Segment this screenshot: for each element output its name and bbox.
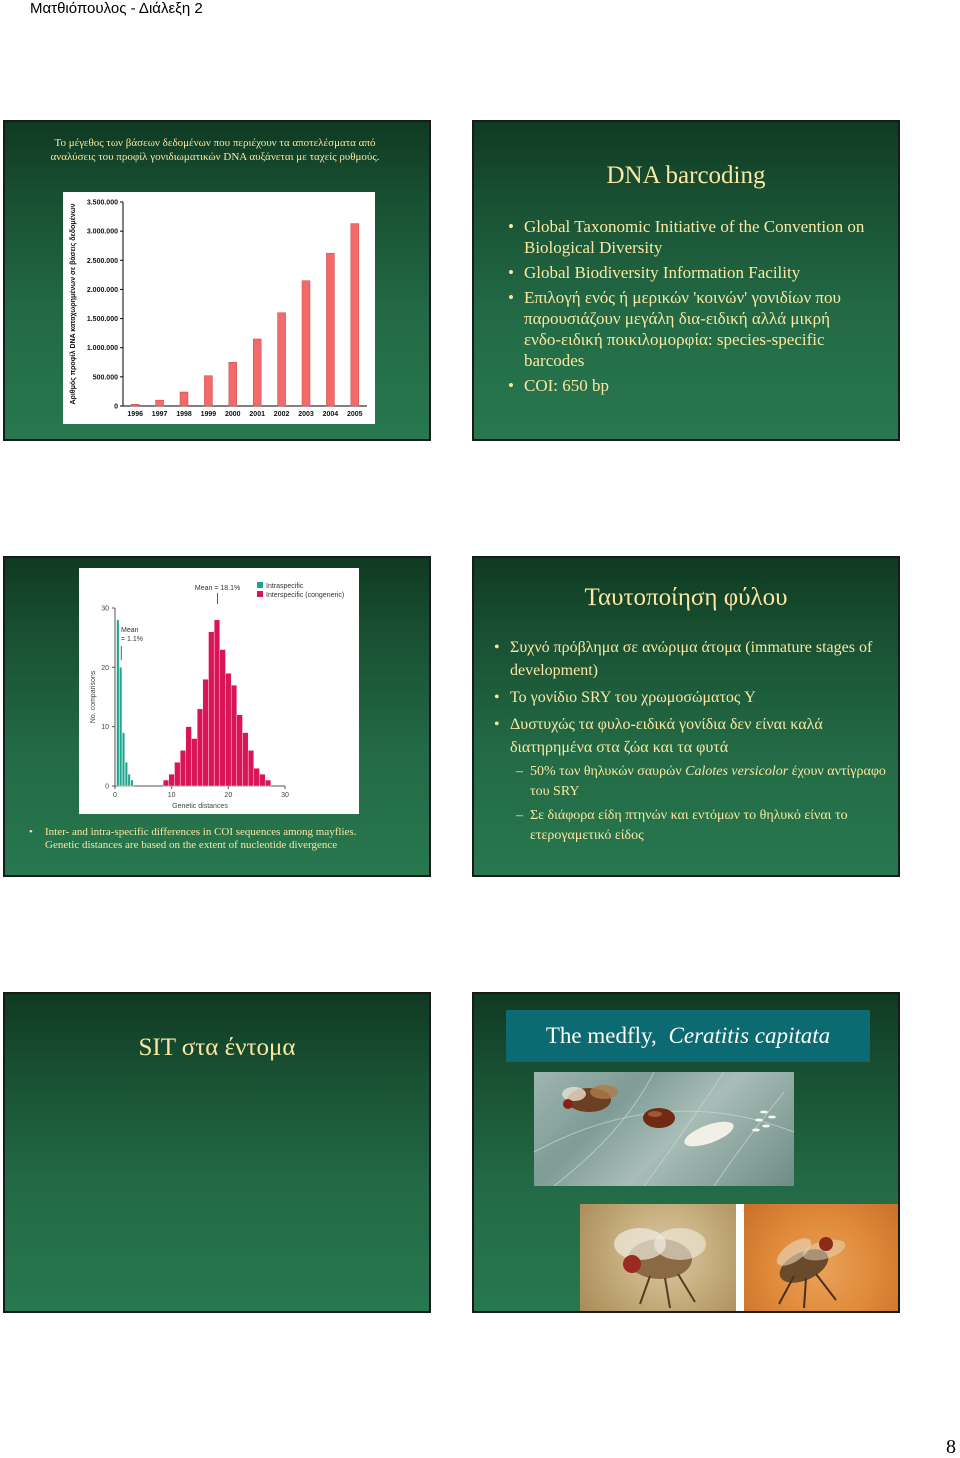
histogram-bar — [163, 780, 169, 786]
species-name: Calotes versicolor — [685, 764, 789, 779]
bullet-item: • COI: 650 bp — [508, 375, 868, 396]
bullet-item: • Δυστυχώς τα φυλο-ειδικά γονίδια δεν είναι καλά διατηρημένα στα ζώα και τα φυτά — [494, 713, 884, 759]
bar — [302, 281, 310, 406]
histogram-bar — [122, 733, 125, 786]
histogram-bar — [208, 632, 214, 786]
bar — [131, 404, 139, 406]
x-tick-label: 2000 — [225, 411, 241, 418]
bar — [180, 392, 188, 406]
slide-title: DNA barcoding — [606, 162, 766, 189]
title-box — [506, 1010, 870, 1062]
x-tick-label: 2001 — [249, 411, 265, 418]
histogram-bar — [259, 774, 265, 786]
x-tick-label: 2004 — [322, 411, 339, 418]
histogram-bar — [237, 715, 243, 786]
sub-bullet-item — [516, 806, 886, 846]
page-number: 8 — [946, 1436, 956, 1458]
histogram-bar — [214, 620, 220, 786]
y-tick-label: 1.000.000 — [86, 345, 118, 353]
y-tick-label: 1.500.000 — [86, 316, 118, 324]
bullet-item: • Επιλογή ενός ή μερικών 'κοινών' γονιδίων που παρουσιάζουν μεγάλη δια-ειδική αλλά μικρή ενδο-ειδική ποικιλομορφία: species-specific barcodes — [508, 287, 868, 371]
x-tick-label: 0 — [113, 792, 117, 799]
histogram-bar — [203, 679, 209, 786]
slide-caption: Το μέγεθος των βάσεων δεδομένων που περιέχουν τα αποτελέσματα από αναλύσεις του προφίλ γονιδιωματικών DNA αυξάνεται με ταχείς ρυθμούς. — [50, 137, 380, 163]
x-tick-label: 20 — [224, 792, 233, 799]
histogram-bar — [242, 733, 248, 786]
bullet-item: • Global Biodiversity Information Facility — [508, 262, 868, 283]
bar — [351, 224, 359, 406]
genetic-distance-histogram — [79, 568, 359, 814]
x-tick-label: 1997 — [151, 411, 168, 418]
histogram-bar — [119, 667, 122, 786]
bar — [253, 339, 261, 406]
histogram-caption — [29, 826, 385, 852]
life-stages-illustration — [534, 1072, 794, 1186]
bar — [326, 253, 334, 406]
sub-bullet-item — [516, 762, 886, 802]
profile-count-bar-chart — [63, 192, 375, 424]
y-tick-label: 500.000 — [92, 374, 118, 382]
slide-title: Ταυτοποίηση φύλου — [584, 584, 788, 611]
histogram-bar — [191, 739, 197, 786]
x-tick-label: 1998 — [176, 411, 192, 418]
caption-text: Inter- and intra-specific differences in COI sequences among mayflies. Genetic distances are based on the extent of nucleotide divergence — [45, 826, 357, 851]
fly-illustration — [580, 1204, 736, 1313]
bullet-list — [508, 216, 868, 396]
y-tick-label: 2.000.000 — [86, 286, 118, 294]
bar-chart-container — [63, 192, 375, 424]
histogram-bar — [128, 774, 131, 786]
bullet-list — [494, 636, 884, 759]
medfly-male-photo — [580, 1204, 736, 1313]
x-tick-label: 30 — [281, 792, 289, 799]
legend-swatch — [257, 582, 263, 588]
sub-bullet-text: 50% των θηλυκών σαυρών — [530, 764, 686, 779]
bullet-item: • Το γονίδιο SRY του χρωμοσώματος Y — [494, 686, 884, 709]
x-tick-label: 1996 — [127, 411, 143, 418]
x-tick-label: 1999 — [200, 411, 217, 418]
y-tick-label: 3.000.000 — [86, 228, 118, 236]
y-axis-label: No. comparisons — [90, 670, 97, 724]
x-axis-label: Genetic distances — [172, 803, 228, 810]
slide-sit-insects — [3, 992, 431, 1313]
medfly-female-photo — [744, 1204, 900, 1313]
y-axis-label: Αριθμός προφίλ DNA καταχωρημένων σε βάσεις δεδομένων — [70, 203, 77, 405]
page-header-title: Ματθιόπουλος - Διάλεξη 2 — [30, 0, 203, 17]
legend-label: Intraspecific — [266, 583, 304, 590]
histogram-bar — [254, 768, 260, 786]
bullet-item: • Συχνό πρόβλημα σε ανώριμα άτομα (immature stages of development) — [494, 636, 884, 682]
histogram-bar — [131, 780, 134, 786]
x-tick-label: 2005 — [347, 411, 363, 418]
mean-intraspecific-value: = 1.1% — [121, 636, 143, 643]
y-tick-label: 2.500.000 — [86, 257, 118, 265]
y-tick-label: 0 — [114, 403, 118, 411]
slide-title: SIT στα έντομα — [138, 1034, 296, 1061]
slide-dna-barcoding — [472, 120, 900, 441]
bar — [204, 376, 212, 406]
bullet-dot-icon: • — [29, 826, 33, 838]
y-tick-label: 0 — [105, 783, 109, 791]
histogram-bar — [186, 727, 192, 786]
x-tick-label: 2002 — [273, 411, 290, 418]
y-tick-label: 30 — [101, 605, 109, 613]
legend-label: Interspecific (congeneric) — [266, 592, 345, 599]
mean-intraspecific-label: Mean — [121, 627, 139, 634]
histogram-bar — [220, 650, 226, 786]
histogram-bar — [197, 709, 203, 786]
bar — [156, 400, 164, 406]
histogram-bar — [231, 685, 237, 786]
y-tick-label: 10 — [101, 724, 109, 732]
histogram-bar — [225, 673, 231, 786]
histogram-bar — [248, 750, 254, 786]
histogram-container — [79, 568, 359, 814]
bar — [278, 313, 286, 406]
photo-divider — [736, 1204, 744, 1313]
bullet-item: • Global Taxonomic Initiative of the Convention on Biological Diversity — [508, 216, 868, 258]
slide-medfly — [472, 992, 900, 1313]
histogram-bar — [117, 620, 120, 786]
title-species: Ceratitis capitata — [668, 1023, 831, 1048]
histogram-bar — [169, 774, 175, 786]
sub-bullet-list — [516, 762, 886, 846]
slide-coi-histogram — [3, 556, 431, 877]
bar — [229, 362, 237, 406]
histogram-bar — [174, 762, 180, 786]
histogram-bar — [180, 750, 186, 786]
medfly-life-stages-photo — [534, 1072, 794, 1186]
x-tick-label: 2003 — [298, 411, 314, 418]
slide-database-growth — [3, 120, 431, 441]
legend-swatch — [257, 591, 263, 597]
sub-bullet-text: Σε διάφορα είδη πτηνών και εντόμων το θηλυκό είναι το ετερογαμετικό είδος — [530, 808, 848, 843]
slide-sex-identification — [472, 556, 900, 877]
sub-bullet-text: έχουν αντίγραφο του SRY — [530, 764, 886, 799]
x-tick-label: 10 — [167, 792, 176, 799]
fly-illustration — [744, 1204, 900, 1313]
histogram-bar — [265, 780, 271, 786]
y-tick-label: 20 — [101, 664, 109, 672]
histogram-bar — [125, 762, 128, 786]
mean-interspecific-label: Mean = 18.1% — [194, 585, 241, 592]
y-tick-label: 3.500.000 — [86, 199, 118, 207]
title-plain: The medfly, — [545, 1023, 663, 1048]
